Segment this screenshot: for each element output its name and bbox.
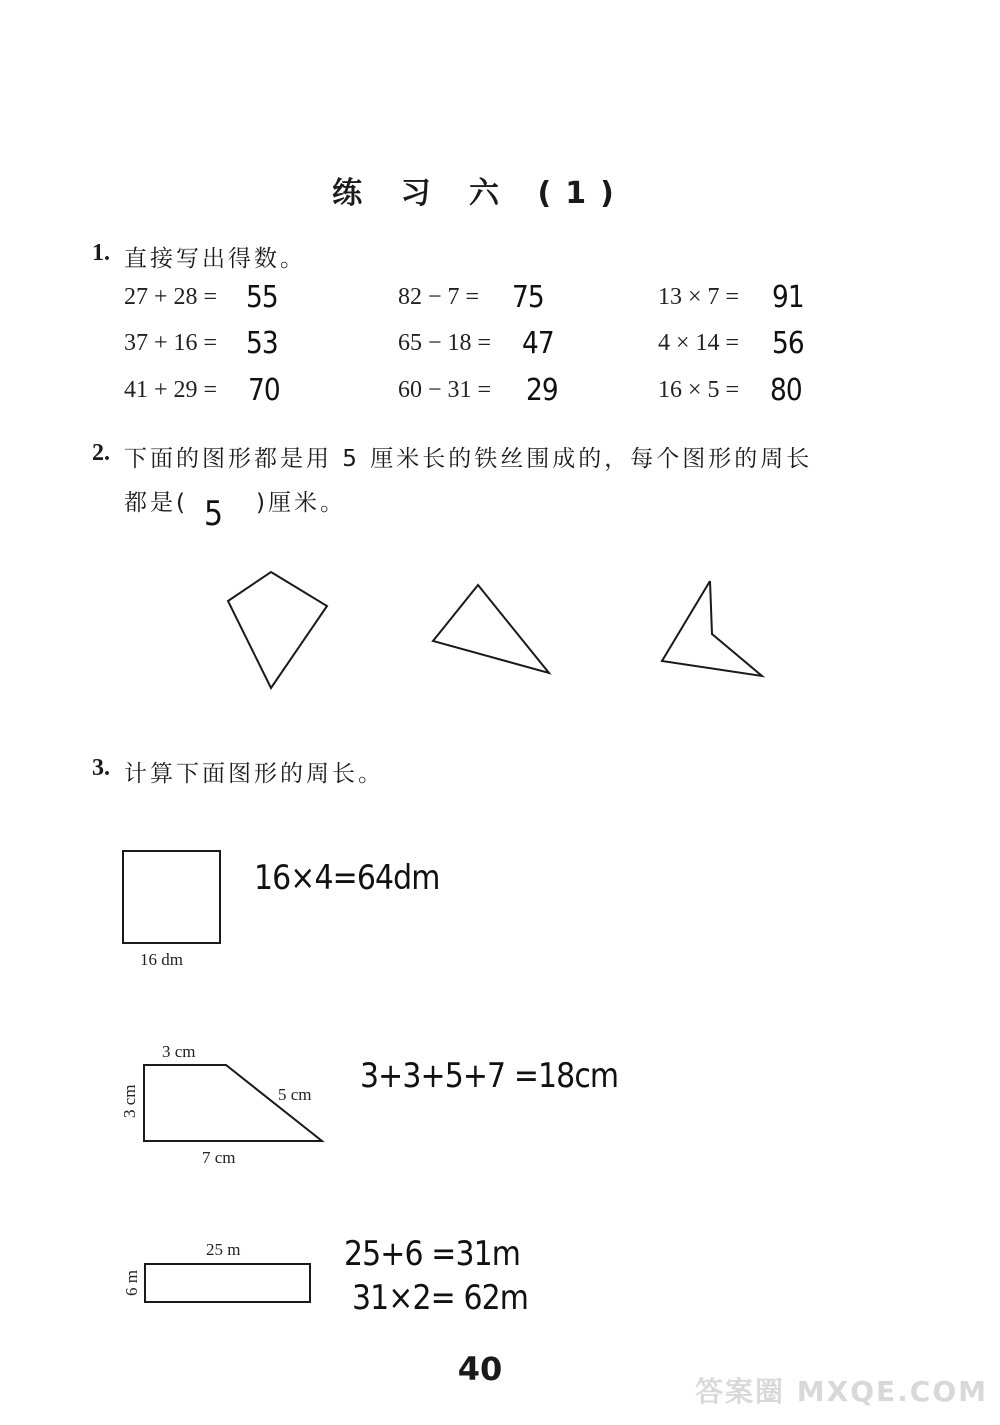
expression: 4 × 14 = <box>658 330 740 356</box>
trapezoid-bottom-label: 7 cm <box>202 1148 236 1167</box>
question-3-number: 3. <box>92 755 110 781</box>
square-side-label: 16 dm <box>140 950 183 969</box>
handwritten-answer: 31×2= 62m <box>352 1278 529 1318</box>
trapezoid-left-label: 3 cm <box>120 1084 139 1118</box>
expression: 41 + 29 = <box>124 377 218 403</box>
trapezoid-top-label: 3 cm <box>162 1042 196 1061</box>
question-3-text: 计算下面图形的周长。 <box>124 761 384 787</box>
expression: 82 − 7 = <box>398 284 480 310</box>
page-title: 练 习 六 (1) <box>332 176 628 211</box>
handwritten-answer: 25+6 =31m <box>344 1234 521 1274</box>
expression: 37 + 16 = <box>124 330 218 356</box>
expression: 60 − 31 = <box>398 377 492 403</box>
question-1-text: 直接写出得数。 <box>124 246 306 272</box>
handwritten-answer: 16×4=64dm <box>254 858 440 898</box>
watermark-logo: 答案圈 MXQE.COM <box>695 1375 988 1408</box>
handwritten-answer: 47 <box>522 326 554 361</box>
expression: 27 + 28 = <box>124 284 218 310</box>
handwritten-answer: 91 <box>772 280 804 315</box>
trapezoid-slant-label: 5 cm <box>278 1085 312 1104</box>
handwritten-answer: 29 <box>526 373 558 408</box>
question-2-text: 下面的图形都是用 5 厘米长的铁丝围成的，每个图形的周长 <box>124 446 813 472</box>
handwritten-answer: 75 <box>512 280 544 315</box>
handwritten-answer: 5 <box>204 494 223 534</box>
question-1-number: 1. <box>92 240 110 266</box>
expression: 16 × 5 = <box>658 377 740 403</box>
expression: 13 × 7 = <box>658 284 740 310</box>
page-number: 40 <box>457 1350 503 1388</box>
question-2-unit: )厘米。 <box>256 490 346 516</box>
handwritten-answer: 3+3+5+7 =18cm <box>360 1056 619 1096</box>
question-2-number: 2. <box>92 440 110 466</box>
handwritten-answer: 56 <box>772 326 804 361</box>
handwritten-answer: 80 <box>770 373 802 408</box>
expression: 65 − 18 = <box>398 330 492 356</box>
question-2-text-continued: 都是( <box>124 490 188 516</box>
rectangle-top-label: 25 m <box>206 1240 241 1259</box>
handwritten-answer: 70 <box>248 373 280 408</box>
handwritten-answer: 53 <box>246 326 278 361</box>
handwritten-answer: 55 <box>246 280 278 315</box>
rectangle-left-label: 6 m <box>122 1270 141 1296</box>
